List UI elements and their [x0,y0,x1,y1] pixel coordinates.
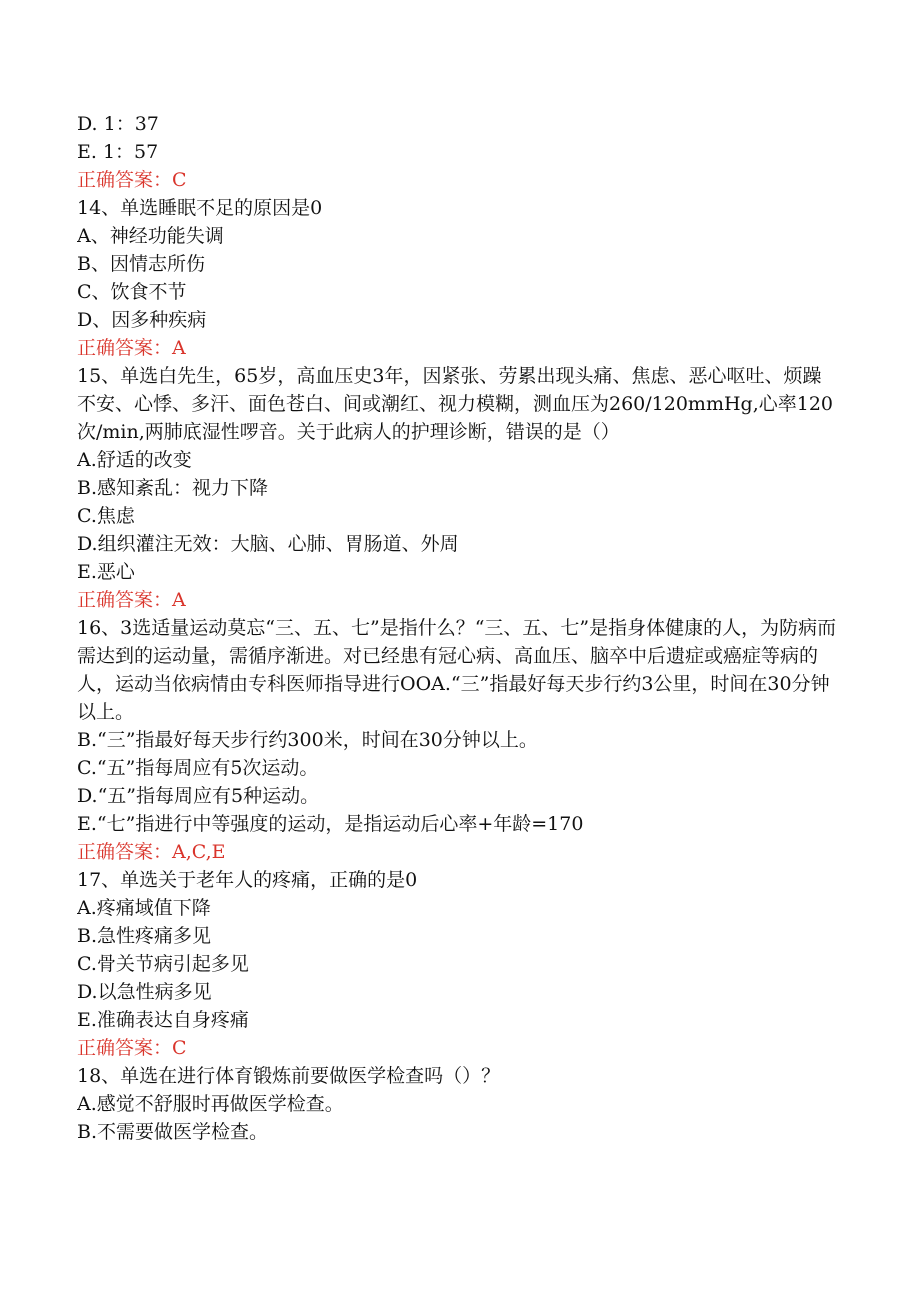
q16-option-c: C.“五”指每周应有5次运动。 [77,757,319,779]
q17-answer [77,1034,837,1062]
q15-option-a: A.舒适的改变 [77,449,192,471]
answer-value: A [172,337,186,359]
answer-value: C [172,1037,187,1059]
q16-option-b: B.“三”指最好每天步行约300米，时间在30分钟以上。 [77,729,538,751]
q17-option-c: C.骨关节病引起多见 [77,953,249,975]
q15-option-b: B.感知紊乱：视力下降 [77,477,269,499]
q17-option-d: D.以急性病多见 [77,981,212,1003]
answer-value: C [172,169,187,191]
q14-question: 14、单选睡眠不足的原因是0 [77,197,323,219]
q14-option-b: B、因情志所伤 [77,253,205,275]
q17-option-b: B.急性疼痛多见 [77,925,212,947]
answer-label: 正确答案： [77,337,173,359]
answer-label: 正确答案： [77,169,173,191]
q13-answer [77,166,837,194]
answer-value: A [172,589,186,611]
answer-label: 正确答案： [77,1037,173,1059]
q17-option-a: A.疼痛域值下降 [77,897,211,919]
q13-option-e: E. 1：57 [77,141,159,163]
q14-option-d: D、因多种疾病 [77,309,207,331]
document-content [77,110,837,1146]
q16-option-e: E.“七”指进行中等强度的运动，是指运动后心率+年龄=170 [77,813,584,835]
answer-label: 正确答案： [77,841,173,863]
q15-question: 15、单选白先生，65岁，高血压史3年，因紧张、劳累出现头痛、焦虑、恶心呕吐、烦躁不安、心悸、多汗、面色苍白、间或潮红、视力模糊，测血压为260/120mmHg,心率120次/min,两肺底湿性啰音。关于此病人的护理诊断，错误的是（） [77,365,834,443]
q14-option-c: C、饮食不节 [77,281,187,303]
answer-value: A,C,E [172,841,226,863]
q15-option-c: C.焦虑 [77,505,135,527]
answer-label: 正确答案： [77,589,173,611]
q15-option-d: D.组织灌注无效：大脑、心肺、胃肠道、外周 [77,533,459,555]
q15-answer [77,586,837,614]
q14-option-a: A、神经功能失调 [77,225,224,247]
q16-answer [77,838,837,866]
q18-option-b: B.不需要做医学检查。 [77,1121,269,1143]
q17-option-e: E.准确表达自身疼痛 [77,1009,249,1031]
q15-option-e: E.恶心 [77,561,135,583]
q16-question: 16、3选适量运动莫忘“三、五、七”是指什么？“三、五、七”是指身体健康的人，为防病而需达到的运动量，需循序渐进。对已经患有冠心病、高血压、脑卒中后遗症或癌症等病的人，运动当依病情由专科医师指导进行OOA.“三”指最好每天步行约3公里，时间在30分钟以上。 [77,617,837,723]
q16-option-d: D.“五”指每周应有5种运动。 [77,785,320,807]
q18-option-a: A.感觉不舒服时再做医学检查。 [77,1093,344,1115]
q17-question: 17、单选关于老年人的疼痛，正确的是0 [77,869,418,891]
q14-answer [77,334,837,362]
q13-option-d: D. 1：37 [77,113,159,135]
q18-question: 18、单选在进行体育锻炼前要做医学检查吗（）？ [77,1065,501,1087]
